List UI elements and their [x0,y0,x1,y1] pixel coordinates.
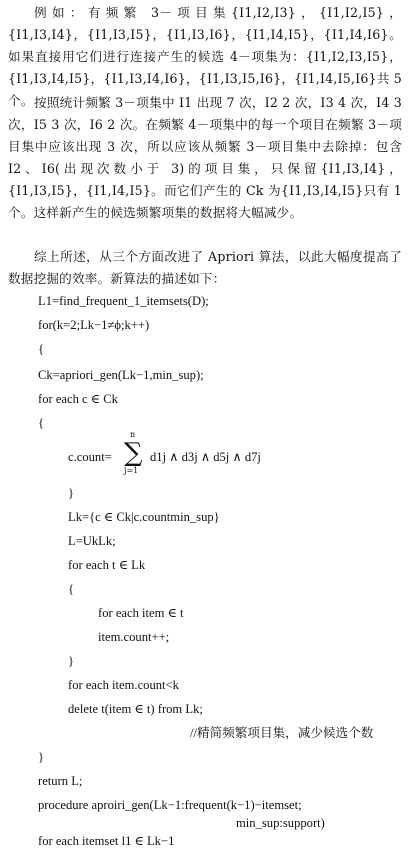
code-line-for-item: for each item ∈ t [98,606,184,620]
code-brace-close-1: } [38,750,45,764]
code-line-l1: L1=find_frequent_1_itemsets(D); [38,294,209,308]
code-line-item-count: item.count++; [98,630,170,644]
code-count-rhs: d1j ∧ d3j ∧ d5j ∧ d7j [150,450,261,464]
code-brace-open-2: { [38,416,45,430]
code-line-l-union: L=UkLk; [68,534,116,548]
code-comment: //精简频繁项目集，减少候选个数 [190,726,374,740]
example-paragraph: 例如：有频繁 3－项目集{I1,I2,I3}，{I1,I2,I5}，{I1,I3,I4}，{I1,I3,I5}，{I1,I3,I6}，{I1,I4,I5}，{I1,I4,I6}。如果直接用它们进行连接产生的候选 4－项集为：{I1,I2,I3,I5}，{I1,I3,I4,I5}，{I1,I3,I4,I6}，{I1,I3,I5,I6}，{I1,I4,I5,I6}共 5 个。 [8,5,402,108]
code-line-min-sup: min_sup:support) [236,816,325,830]
summation-sign: ∑ [124,438,143,468]
code-line-delete: delete t(item ∈ t) from Lk; [68,702,203,716]
code-line-for-itemset: for each itemset l1 ∈ Lk−1 [38,834,175,848]
code-brace-open-1: { [38,342,45,356]
code-line-for-k: for(k=2;Lk−1≠ϕ;k++) [38,318,150,332]
code-line-for-each-item: for each item.count<k [68,678,179,692]
code-line-procedure: procedure aproiri_gen(Lk−1:frequent(k−1)−itemset; [38,798,302,812]
code-line-for-t: for each t ∈ Lk [68,558,146,572]
statistics-paragraph: 按照统计频繁 3－项集中 I1 出现 7 次，I2 2 次，I3 4 次，I4 3 次，I5 3 次，I6 2 次。在频繁 4－项集中的每一个项目在频繁 3－项目集中应该出现 3 次，所以应该从频繁 3－项目集中去除掉：包含 I2、I6(出现次数小于 3)的项目集，只保留{I1,I3,I4}，{I1,I3,I5}，{I1,I4,I5}。而它们产生的 Ck 为{I1,I3,I4,I5}只有 1 个。这样新产生的候选频繁项集的数据将大幅减少。 [8,95,402,220]
code-brace-close-3: } [68,654,75,668]
code-line-return: return L; [38,774,83,788]
code-brace-close-2: } [68,486,75,500]
code-line-ck: Ck=apriori_gen(Lk−1,min_sup); [38,368,204,382]
sum-upper-limit: n [130,430,136,439]
sum-lower-limit: j=1 [124,466,139,475]
code-count-lhs: c.count= [68,450,112,464]
summary-paragraph: 综上所述，从三个方面改进了 Apriori 算法，以此大幅度提高了数据挖掘的效率。新算法的描述如下： [8,249,402,286]
code-line-lk: Lk={c ∈ Ck|c.countmin_sup} [68,510,220,524]
code-brace-open-3: { [68,582,75,596]
code-line-for-c: for each c ∈ Ck [38,392,118,406]
